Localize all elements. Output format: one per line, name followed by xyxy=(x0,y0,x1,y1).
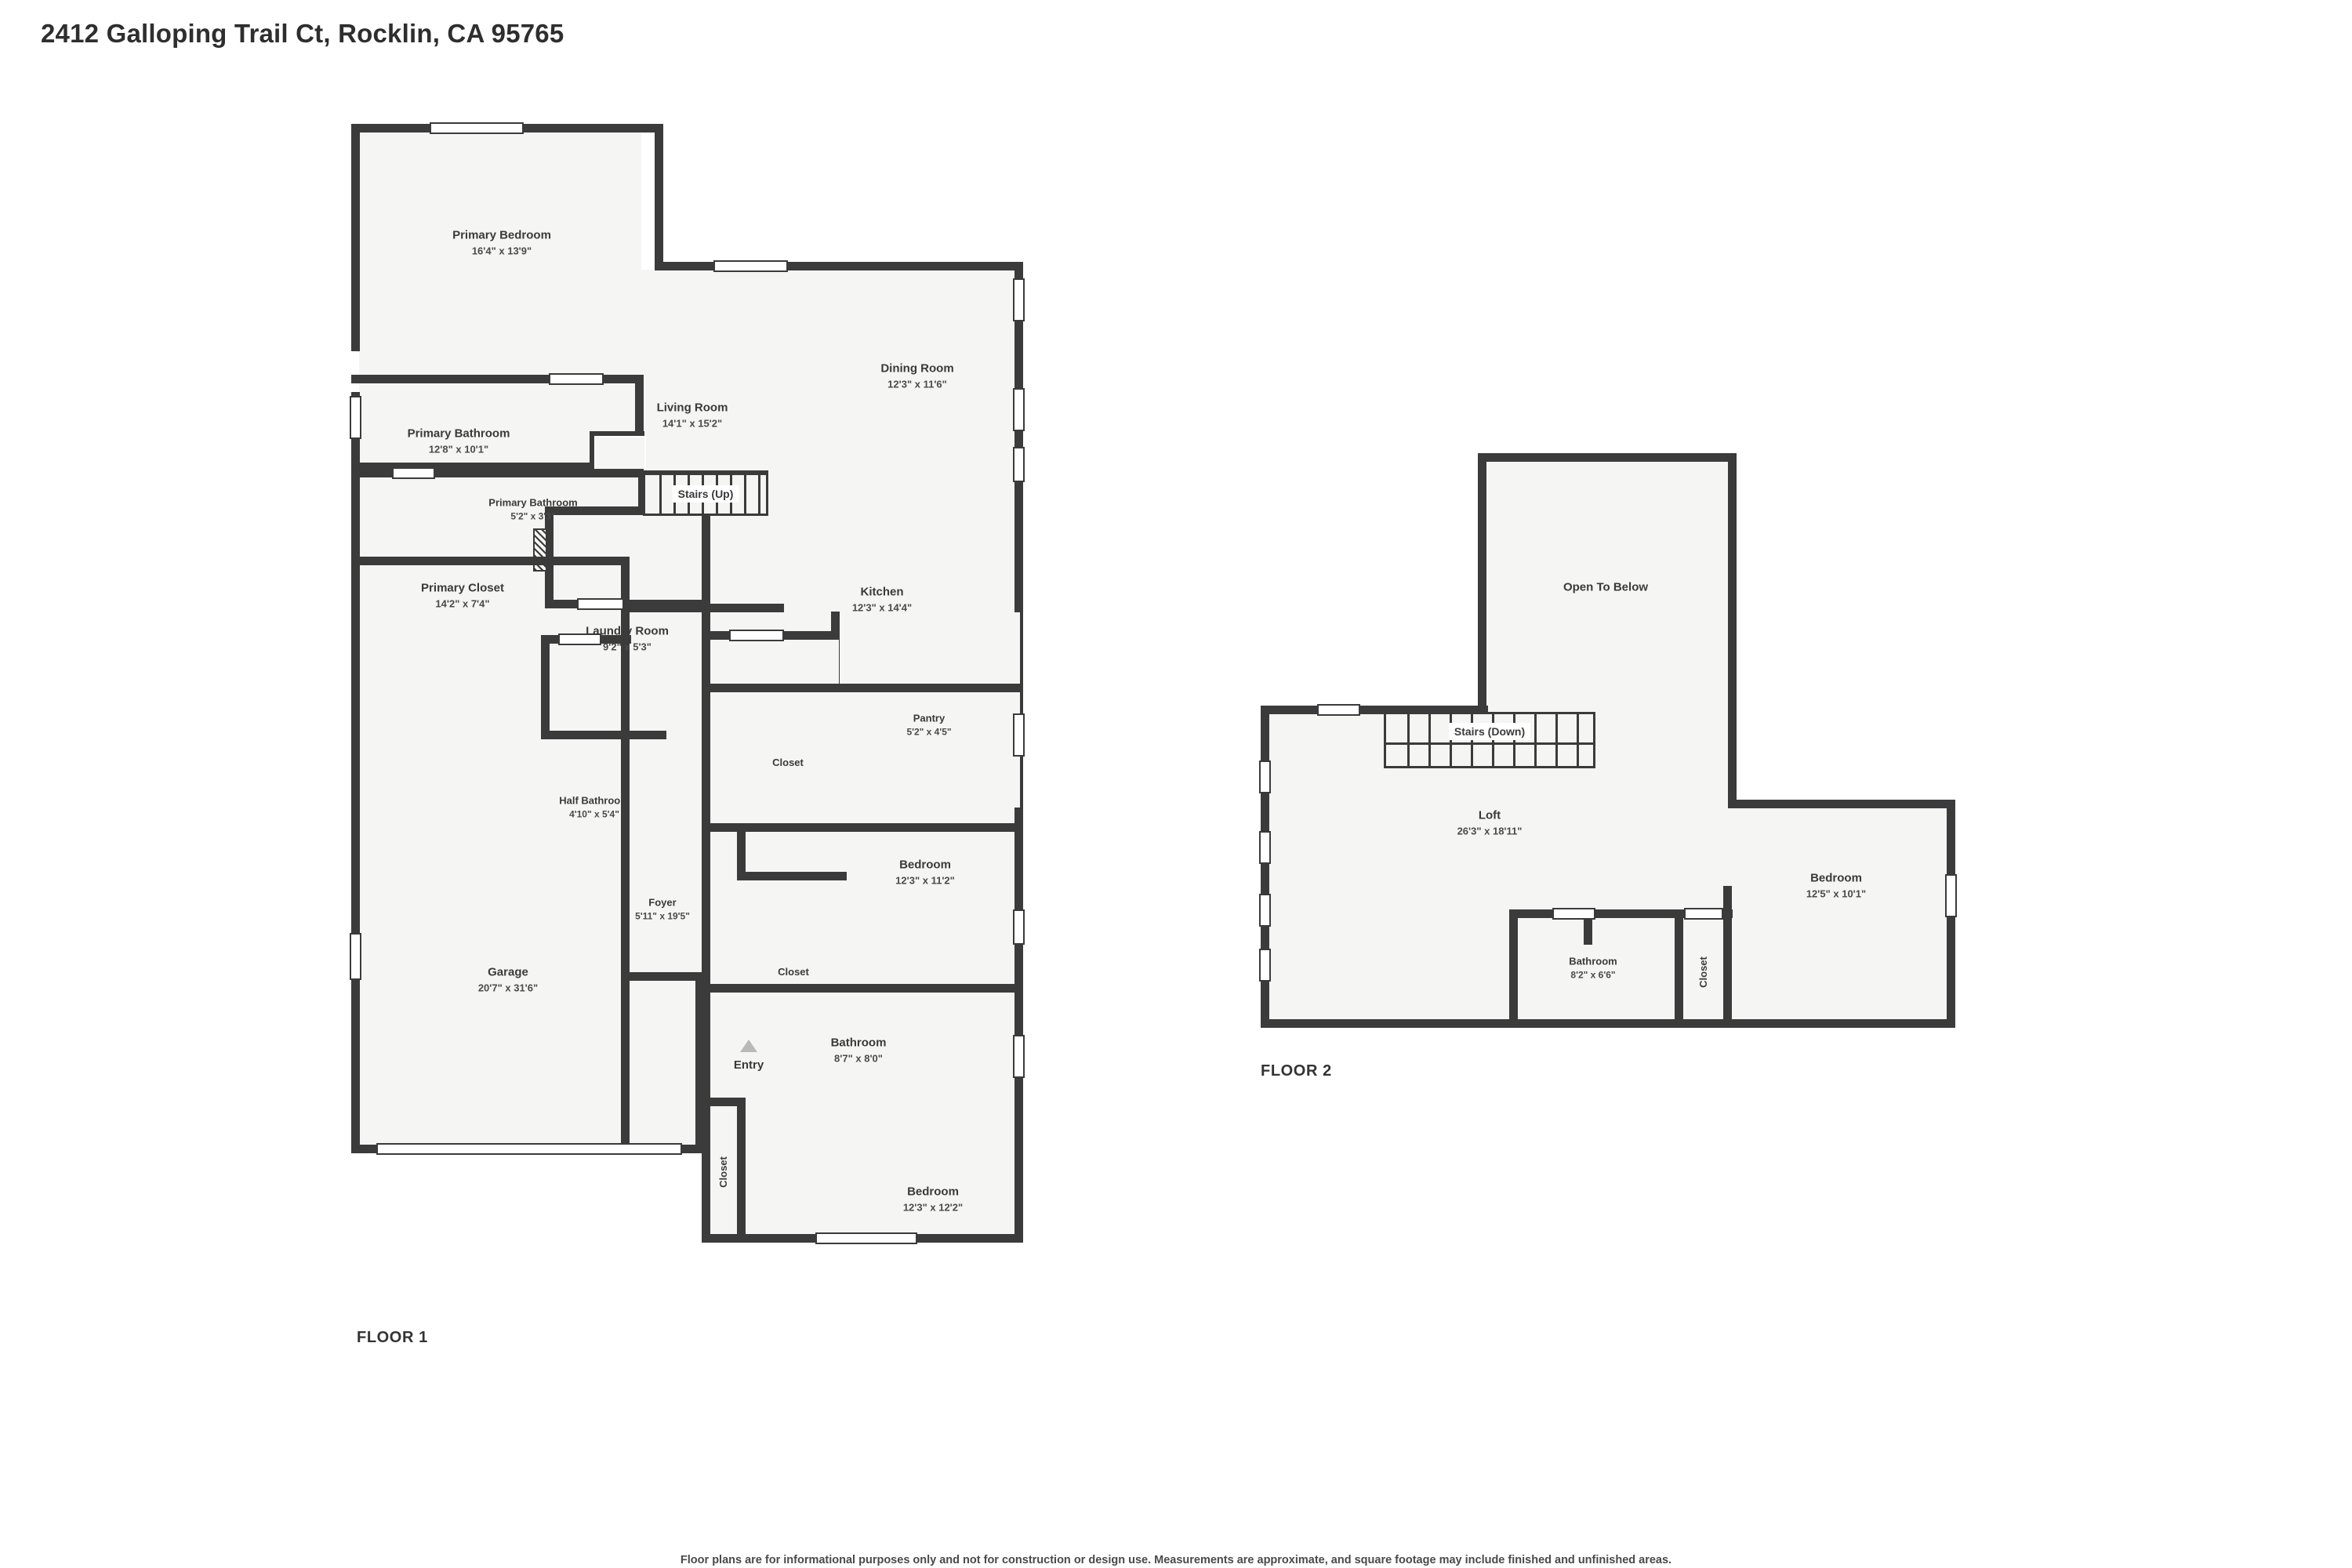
room-name: Primary Bathroom xyxy=(488,496,578,509)
window-lower-bedroom-right xyxy=(1013,1035,1025,1078)
room-dim: 4'10" x 5'4" xyxy=(569,808,619,820)
disclaimer-text: Floor plans are for informational purposes only and not for construction or design use. Measurements are approximate, and square footage may include finished and unfinished areas. xyxy=(680,1554,1672,1566)
room-label-foyer xyxy=(635,896,690,922)
room-name: Closet xyxy=(1697,956,1709,988)
wall-foyer-bottom xyxy=(630,972,708,981)
wall-f2-bath-divider xyxy=(1584,917,1592,945)
fill-bedroom-f2 xyxy=(1725,804,1948,1027)
room-name: Laundry Room xyxy=(586,624,669,638)
window-f2-bath-door xyxy=(1552,908,1595,920)
fill-halfbath xyxy=(550,644,589,731)
window-lower-bedroom-bottom xyxy=(815,1232,917,1244)
floor-1-plan xyxy=(345,118,1051,1341)
wall-f2-open-right xyxy=(1728,453,1737,806)
wall-garage-top xyxy=(351,557,626,565)
fill-closet-lower xyxy=(746,832,847,872)
room-dim: 14'2" x 7'4" xyxy=(435,597,490,610)
room-name: Open To Below xyxy=(1563,580,1649,594)
wall-lowcloset-right xyxy=(737,1098,746,1243)
room-label-dining-room xyxy=(880,362,953,391)
room-name: Loft xyxy=(1478,808,1501,822)
room-label-pantry xyxy=(906,712,951,738)
room-dim: 12'3" x 11'6" xyxy=(887,378,947,390)
room-label-f2-bathroom xyxy=(1569,955,1617,981)
wall-closet3-left xyxy=(737,823,746,878)
wall-f2-bottom-left xyxy=(1261,1019,1512,1028)
room-label-half-bathroom xyxy=(559,794,630,820)
cutout-top-right xyxy=(659,118,1027,268)
room-dim: 12'3" x 12'2" xyxy=(902,1201,964,1214)
room-name: Primary Bathroom xyxy=(407,426,510,441)
garage-door xyxy=(376,1143,682,1155)
room-name: Garage xyxy=(488,965,528,979)
floor-2-plan xyxy=(1254,447,1960,1074)
room-label-primary-closet xyxy=(421,582,504,611)
room-name: Foyer xyxy=(648,896,677,909)
room-dim: 14'1" x 15'2" xyxy=(662,417,723,430)
room-name: Bathroom xyxy=(1569,955,1617,967)
wall-f2-closet-right xyxy=(1723,886,1732,1027)
room-name: Living Room xyxy=(656,401,728,415)
cutout-bottom-right xyxy=(1021,808,1052,1247)
fill-bath-lower xyxy=(710,880,1020,984)
room-name: Half Bathroom xyxy=(559,794,630,807)
room-dim: 5'11" x 19'5" xyxy=(635,910,690,922)
room-dim: 12'8" x 10'1" xyxy=(428,443,489,456)
window-dining-right xyxy=(1013,278,1025,321)
wall-f2-open-top xyxy=(1478,453,1737,462)
room-dim: 8'7" x 8'0" xyxy=(834,1052,883,1065)
cutout-right-middle xyxy=(1021,267,1052,815)
room-label-primary-bathroom xyxy=(408,427,510,456)
room-label-laundry-room xyxy=(586,625,669,654)
room-label-bedroom-mid xyxy=(895,858,955,887)
room-dim: 20'7" x 31'6" xyxy=(477,982,539,994)
room-name: Primary Bedroom xyxy=(452,228,551,242)
room-label-loft xyxy=(1457,809,1523,838)
room-dim: 12'5" x 10'1" xyxy=(1806,887,1867,900)
wall-f2-bedroom-top xyxy=(1728,800,1955,808)
room-label-open-to-below xyxy=(1563,581,1648,596)
wall-pantry-bottom xyxy=(831,684,1023,692)
room-name: Closet xyxy=(772,756,804,768)
wall-foyer-right xyxy=(702,604,710,635)
fill-bedroom-mid xyxy=(710,692,1020,823)
window-primary-bedroom-doorgap xyxy=(549,373,604,385)
room-name: Bedroom xyxy=(907,1185,959,1199)
wall-halfbath-left xyxy=(541,635,550,737)
wall-closet2-bottom xyxy=(702,684,839,692)
wall-f2-bedroom-bottom xyxy=(1728,1019,1955,1028)
floor-2-label: FLOOR 2 xyxy=(1261,1062,1332,1080)
page-title: 2412 Galloping Trail Ct, Rocklin, CA 95765 xyxy=(41,19,564,48)
window-f2-left-3 xyxy=(1259,894,1271,927)
room-label-kitchen xyxy=(852,586,912,615)
window-f2-closet-door xyxy=(1684,908,1723,920)
wall-dining-top xyxy=(655,262,1023,270)
room-label-bathroom-lower xyxy=(831,1036,887,1065)
room-name: Primary Closet xyxy=(421,581,504,595)
room-label-closet-bedroom-lower xyxy=(717,1156,730,1188)
entry-label: Entry xyxy=(733,1058,764,1072)
window-f2-left-2 xyxy=(1259,831,1271,864)
room-label-garage xyxy=(478,966,538,995)
room-label-primary-bedroom xyxy=(452,229,551,258)
room-label-f2-closet xyxy=(1697,956,1710,988)
fill-lower-bedroom2 xyxy=(710,993,1014,1234)
window-kitchen-right xyxy=(1013,388,1025,431)
wall-closet3-bottom xyxy=(737,872,847,880)
window-bath-lower-right xyxy=(1013,909,1025,945)
wall-primary-bedroom-right xyxy=(655,124,663,265)
room-name: Bathroom xyxy=(830,1036,887,1050)
stairs-down xyxy=(1384,712,1595,768)
fill-closet-upper xyxy=(710,640,839,684)
wall-halfbath-bottom xyxy=(541,731,666,739)
wall-bedroom-mid-bottom xyxy=(702,823,1023,832)
room-name: Bedroom xyxy=(1810,871,1862,885)
room-dim: 12'3" x 11'2" xyxy=(895,874,955,887)
room-dim: 16'4" x 13'9" xyxy=(471,245,532,257)
fill-small-bath xyxy=(596,437,644,472)
stairs-up-label: Stairs (Up) xyxy=(673,485,739,503)
room-dim: 9'2" x 5'3" xyxy=(603,641,652,653)
window-kitchen-right2 xyxy=(1013,447,1025,482)
window-f2-left-1 xyxy=(1259,760,1271,793)
wall-bath-lower-bottom xyxy=(702,984,1023,993)
window-dining-top xyxy=(713,260,788,272)
wall-f2-closet-left xyxy=(1675,909,1683,1027)
room-dim: 8'2" x 6'6" xyxy=(1570,969,1616,981)
room-name: Dining Room xyxy=(880,361,954,376)
wall-f2-bath-left xyxy=(1509,909,1518,1027)
room-name: Kitchen xyxy=(860,585,904,599)
room-dim: 5'2" x 3'3" xyxy=(510,510,556,522)
window-primary-closet-gap xyxy=(392,467,435,479)
wall-lowcloset-top xyxy=(702,1098,746,1106)
room-label-living-room xyxy=(657,401,728,430)
window-laundry-gap xyxy=(577,598,624,610)
stairs-down-label: Stairs (Down) xyxy=(1449,723,1530,740)
window-bedroom-mid-right xyxy=(1013,713,1025,757)
wall-f2-open-left xyxy=(1478,453,1486,712)
room-label-closet-lower xyxy=(778,966,809,978)
room-label-closet-upper xyxy=(772,757,804,769)
room-label-bedroom-lower xyxy=(903,1185,963,1214)
wall-bath-lower-left xyxy=(702,823,710,992)
window-f2-left-4 xyxy=(1259,949,1271,982)
window-closet-upper-gap xyxy=(729,630,784,641)
window-f2-loft-top xyxy=(1317,704,1360,716)
wall-lower-bedroom-left xyxy=(702,980,710,1243)
window-f2-bedroom-right xyxy=(1945,874,1957,917)
room-dim: 12'3" x 14'4" xyxy=(851,601,913,614)
window-primary-bath-left xyxy=(350,396,361,439)
room-name: Pantry xyxy=(913,712,946,724)
room-dim: 5'2" x 4'5" xyxy=(906,726,952,738)
room-name: Closet xyxy=(778,965,809,978)
window-garage-left xyxy=(350,933,361,980)
wall-ext-left-upper xyxy=(351,124,360,351)
floor-1-label: FLOOR 1 xyxy=(357,1329,428,1346)
window-primary-bedroom-top xyxy=(430,122,524,134)
entry-arrow-icon xyxy=(740,1040,757,1052)
fill-pantry xyxy=(840,612,1020,684)
wall-f2-bath-bottom xyxy=(1505,1019,1733,1028)
room-name: Bedroom xyxy=(899,858,951,872)
room-label-primary-bathroom-2 xyxy=(488,496,577,522)
room-label-f2-bedroom xyxy=(1806,872,1866,901)
room-dim: 26'3" x 18'11" xyxy=(1457,825,1523,837)
wall-lower-bedroom-right xyxy=(1014,988,1023,1243)
wall-ext-left-lower xyxy=(351,392,360,1152)
wall-bath-lower-right xyxy=(1014,808,1023,993)
room-name: Closet xyxy=(717,1156,729,1188)
wall-kitchen-left-stub xyxy=(702,514,710,608)
